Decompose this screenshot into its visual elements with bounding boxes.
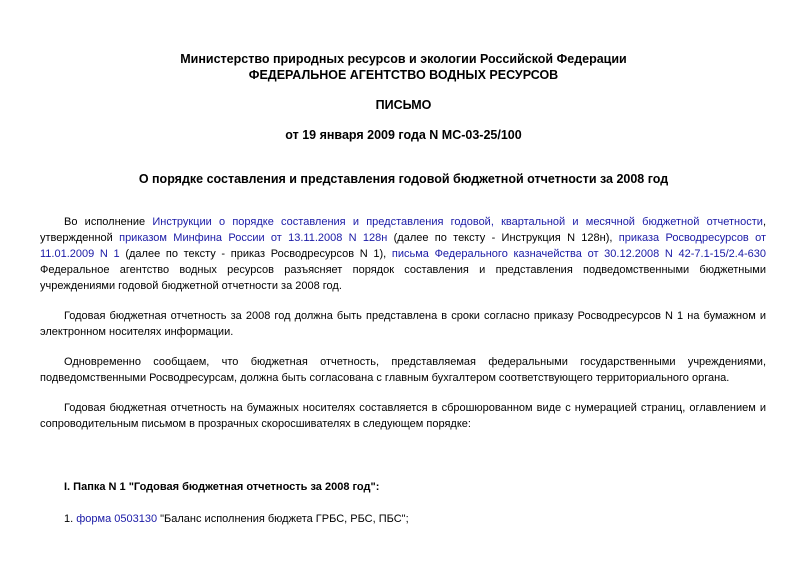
paragraph-1-text-5: Федеральное агентство водных ресурсов разъясняет порядок составления и представления подведомственными бюджетными учреждениями годовой бюджетной отчетности за 2008 год. [40,264,766,292]
link-rosvodresursy-order[interactable]: приказа Росводресурсов от 11.01.2009 N 1 [40,232,766,260]
link-treasury-letter[interactable]: письма Федерального казначейства от 30.12.2008 N 42-7.1-15/2.4-630 [391,248,766,260]
paragraph-1-text-4: (далее по тексту - приказ Росводресурсов N 1), [119,248,392,260]
paragraph-1 [40,214,766,294]
link-minfin-order[interactable]: приказом Минфина России от 13.11.2008 N 128н [119,232,388,244]
paragraph-1-text-2: , утвержденной [40,216,766,244]
agency-name: ФЕДЕРАЛЬНОЕ АГЕНТСТВО ВОДНЫХ РЕСУРСОВ [248,68,559,82]
paragraph-2-text: Годовая бюджетная отчетность за 2008 год должна быть представлена в сроки согласно приказу Росводресурсов N 1 на бумажном и электронном носителях информации. [40,310,766,338]
paragraph-1-text-3: (далее по тексту - Инструкция N 128н), [387,232,619,244]
ministry-name: Министерство природных ресурсов и экологии Российской Федерации [180,52,627,66]
paragraph-4 [40,400,766,432]
list-item [64,511,409,527]
document-subject: О порядке составления и представления годовой бюджетной отчетности за 2008 год [138,172,669,186]
paragraph-3-text: Одновременно сообщаем, что бюджетная отчетность, представляемая федеральными государственными учреждениями, подведомственными Росводресурсам, должна быть согласована с главным бухгалтером соответствующего территориального органа. [40,356,766,384]
link-form-0503130[interactable]: форма 0503130 [76,513,158,525]
section-heading-folder-1: I. Папка N 1 "Годовая бюджетная отчетность за 2008 год": [64,481,380,493]
paragraph-1-text-1: Во исполнение [64,216,153,228]
paragraph-2 [40,308,766,340]
link-instruction[interactable]: Инструкции о порядке составления и представления годовой, квартальной и месячной бюджетной отчетности [152,216,763,228]
paragraph-4-text: Годовая бюджетная отчетность на бумажных носителях составляется в сброшюрованном виде с нумерацией страниц, оглавлением и сопроводительным письмом в прозрачных скоросшивателях в следующем порядке: [40,402,766,430]
list-item-number: 1. [64,513,77,525]
document-type: ПИСЬМО [375,98,432,112]
list-item-text: "Баланс исполнения бюджета ГРБС, РБС, ПБС"; [157,513,409,525]
paragraph-3 [40,354,766,386]
document-date-number: от 19 января 2009 года N МС-03-25/100 [285,128,522,142]
